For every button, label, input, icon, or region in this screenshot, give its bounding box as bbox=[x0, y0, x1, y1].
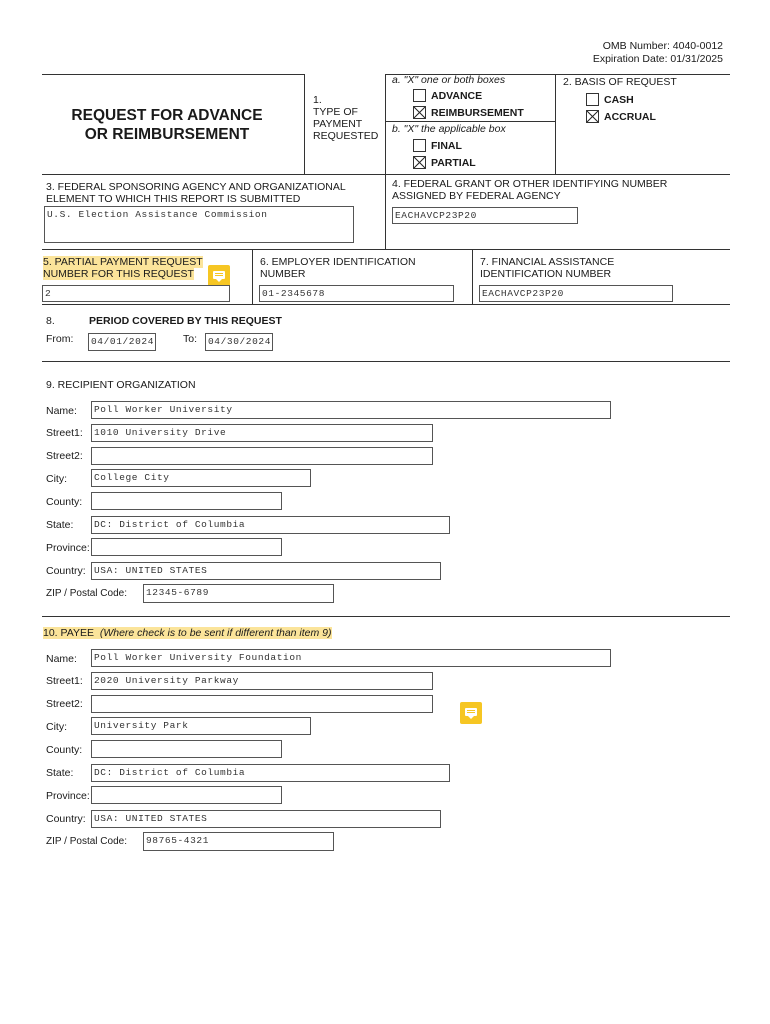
payee-city-field[interactable]: University Park bbox=[91, 717, 311, 735]
recipient-name-label: Name: bbox=[46, 405, 77, 417]
divider-item1 bbox=[385, 74, 386, 249]
payee-name-label: Name: bbox=[46, 653, 77, 665]
item9-label: 9. RECIPIENT ORGANIZATION bbox=[46, 379, 196, 391]
item6-label-line2: NUMBER bbox=[260, 268, 306, 280]
row1-bottom-rule bbox=[42, 174, 730, 175]
omb-number: OMB Number: 4040-0012 bbox=[602, 40, 723, 52]
advance-checkbox[interactable] bbox=[413, 89, 426, 102]
accrual-label: ACCRUAL bbox=[604, 111, 656, 123]
recipient-street1-label: Street1: bbox=[46, 427, 83, 439]
divider-title bbox=[304, 74, 305, 174]
period-to-field[interactable]: 04/30/2024 bbox=[205, 333, 273, 351]
payee-country-label: Country: bbox=[46, 813, 86, 825]
expiration-date: Expiration Date: 01/31/2025 bbox=[592, 53, 723, 65]
item5-label-line1: 5. PARTIAL PAYMENT REQUEST bbox=[43, 256, 203, 268]
recipient-state-field[interactable]: DC: District of Columbia bbox=[91, 516, 450, 534]
row3-bottom-rule bbox=[42, 304, 730, 305]
item2-label: 2. BASIS OF REQUEST bbox=[563, 76, 677, 88]
payee-county-label: County: bbox=[46, 744, 83, 756]
accrual-checkbox[interactable] bbox=[586, 110, 599, 123]
item7-label-line2: IDENTIFICATION NUMBER bbox=[480, 268, 612, 280]
recipient-province-label: Province: bbox=[46, 542, 90, 554]
recipient-state-label: State: bbox=[46, 519, 74, 531]
payee-street2-label: Street2: bbox=[46, 698, 83, 710]
payee-zip-label: ZIP / Postal Code: bbox=[46, 836, 127, 847]
reimbursement-label: REIMBURSEMENT bbox=[431, 107, 524, 119]
payee-province-field[interactable] bbox=[91, 786, 282, 804]
row4-bottom-rule bbox=[42, 361, 730, 362]
payee-street1-label: Street1: bbox=[46, 675, 83, 687]
payee-state-field[interactable]: DC: District of Columbia bbox=[91, 764, 450, 782]
reimbursement-checkbox[interactable] bbox=[413, 106, 426, 119]
item4-label-line2: ASSIGNED BY FEDERAL AGENCY bbox=[392, 190, 561, 202]
final-label: FINAL bbox=[431, 140, 462, 152]
item3-label-line1: 3. FEDERAL SPONSORING AGENCY AND ORGANIZATIONAL bbox=[46, 181, 346, 193]
item3-label-line2: ELEMENT TO WHICH THIS REPORT IS SUBMITTED bbox=[46, 193, 301, 205]
item5-label-line2: NUMBER FOR THIS REQUEST bbox=[43, 268, 194, 280]
grant-number-field[interactable]: EACHAVCP23P20 bbox=[392, 207, 578, 224]
employer-id-field[interactable]: 01-2345678 bbox=[259, 285, 454, 302]
payee-name-field[interactable]: Poll Worker University Foundation bbox=[91, 649, 611, 667]
form-title-line2: OR REIMBURSEMENT bbox=[84, 126, 250, 143]
item1-label-line1: TYPE OF bbox=[313, 106, 358, 118]
item10-label-note: (Where check is to be sent if different than item 9) bbox=[99, 627, 332, 639]
row2-bottom-rule bbox=[42, 249, 730, 250]
checked-x-icon bbox=[587, 111, 598, 122]
recipient-county-label: County: bbox=[46, 496, 83, 508]
form-title-line1: REQUEST FOR ADVANCE bbox=[71, 107, 263, 124]
checked-x-icon bbox=[414, 107, 425, 118]
divider-item6 bbox=[472, 249, 473, 304]
agency-field[interactable]: U.S. Election Assistance Commission bbox=[44, 206, 354, 243]
recipient-street1-field[interactable]: 1010 University Drive bbox=[91, 424, 433, 442]
from-label: From: bbox=[46, 333, 74, 345]
recipient-country-field[interactable]: USA: UNITED STATES bbox=[91, 562, 441, 580]
comment-note-icon[interactable] bbox=[208, 265, 230, 287]
recipient-county-field[interactable] bbox=[91, 492, 282, 510]
recipient-zip-field[interactable]: 12345-6789 bbox=[143, 584, 334, 603]
payee-street2-field[interactable] bbox=[91, 695, 433, 713]
comment-note-icon[interactable] bbox=[460, 702, 482, 724]
item6-label-line1: 6. EMPLOYER IDENTIFICATION bbox=[260, 256, 416, 268]
item8-number: 8. bbox=[46, 315, 55, 327]
item10-label-main: 10. PAYEE bbox=[43, 627, 94, 639]
period-from-field[interactable]: 04/01/2024 bbox=[88, 333, 156, 351]
item1-label-line2: PAYMENT bbox=[313, 118, 363, 130]
payee-province-label: Province: bbox=[46, 790, 90, 802]
partial-payment-number-field[interactable]: 2 bbox=[42, 285, 230, 302]
item4-label-line1: 4. FEDERAL GRANT OR OTHER IDENTIFYING NUMBER bbox=[392, 178, 668, 190]
recipient-street2-field[interactable] bbox=[91, 447, 433, 465]
cash-label: CASH bbox=[604, 94, 634, 106]
payee-county-field[interactable] bbox=[91, 740, 282, 758]
recipient-city-field[interactable]: College City bbox=[91, 469, 311, 487]
advance-label: ADVANCE bbox=[431, 90, 483, 102]
top-rule-left bbox=[42, 74, 305, 75]
recipient-province-field[interactable] bbox=[91, 538, 282, 556]
row9-bottom-rule bbox=[42, 616, 730, 617]
item10-label bbox=[43, 627, 332, 639]
partial-label: PARTIAL bbox=[431, 157, 476, 169]
item1b-instruction: b. "X" the applicable box bbox=[392, 123, 506, 135]
divider-item5 bbox=[252, 249, 253, 304]
item7-label-line1: 7. FINANCIAL ASSISTANCE bbox=[480, 256, 615, 268]
to-label: To: bbox=[183, 333, 198, 345]
recipient-city-label: City: bbox=[46, 473, 67, 485]
payee-zip-field[interactable]: 98765-4321 bbox=[143, 832, 334, 851]
divider-item2 bbox=[555, 74, 556, 174]
payee-city-label: City: bbox=[46, 721, 67, 733]
recipient-street2-label: Street2: bbox=[46, 450, 83, 462]
payee-state-label: State: bbox=[46, 767, 74, 779]
cash-checkbox[interactable] bbox=[586, 93, 599, 106]
item1-split-rule bbox=[385, 121, 555, 122]
item8-label: PERIOD COVERED BY THIS REQUEST bbox=[89, 315, 282, 327]
financial-assistance-id-field[interactable]: EACHAVCP23P20 bbox=[479, 285, 673, 302]
payee-country-field[interactable]: USA: UNITED STATES bbox=[91, 810, 441, 828]
partial-checkbox[interactable] bbox=[413, 156, 426, 169]
payee-street1-field[interactable]: 2020 University Parkway bbox=[91, 672, 433, 690]
item1-label-line3: REQUESTED bbox=[313, 130, 379, 142]
item1-number: 1. bbox=[313, 94, 322, 106]
recipient-country-label: Country: bbox=[46, 565, 86, 577]
recipient-zip-label: ZIP / Postal Code: bbox=[46, 588, 127, 599]
final-checkbox[interactable] bbox=[413, 139, 426, 152]
checked-x-icon bbox=[414, 157, 425, 168]
item1a-instruction: a. "X" one or both boxes bbox=[392, 74, 506, 86]
recipient-name-field[interactable]: Poll Worker University bbox=[91, 401, 611, 419]
